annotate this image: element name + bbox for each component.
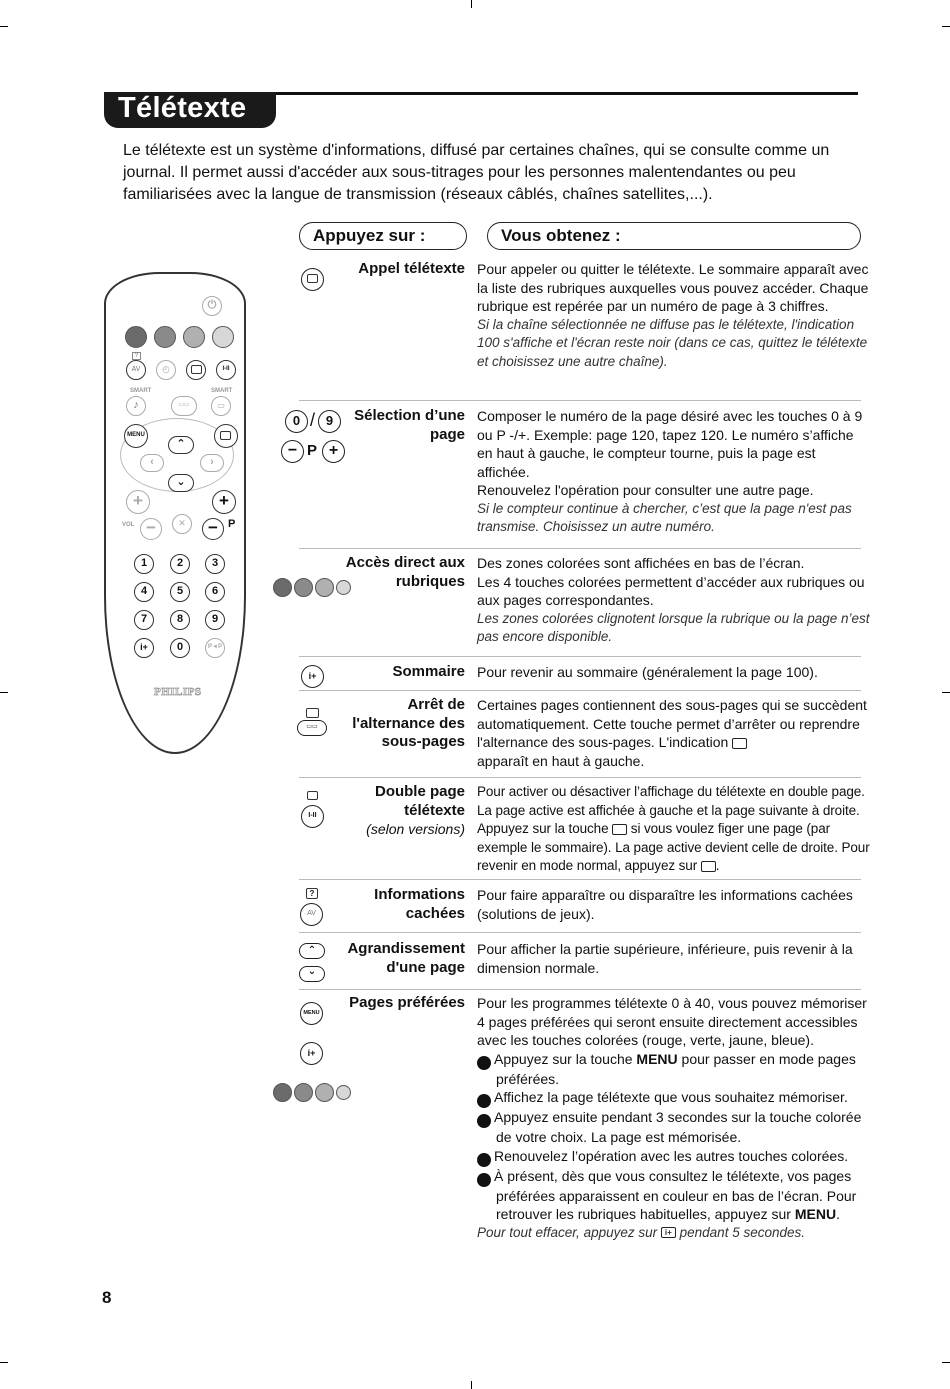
step-number: 1 xyxy=(477,1056,491,1070)
row-description xyxy=(477,260,870,371)
index-icon: i+ xyxy=(301,665,324,688)
freeze-icon xyxy=(612,824,627,835)
header-obtain: Vous obtenez : xyxy=(487,222,861,250)
av-key: AV xyxy=(126,360,146,380)
note-text: Pour tout effacer, appuyez sur xyxy=(477,1224,658,1240)
row-description xyxy=(477,663,870,682)
step-item xyxy=(471,1108,870,1147)
red-key xyxy=(125,326,147,348)
blue-key-icon xyxy=(336,1085,351,1100)
separator xyxy=(299,548,861,549)
p-plus-icon: + xyxy=(322,440,345,463)
header-press: Appuyez sur : xyxy=(299,222,467,250)
dual-page-icon: I-II xyxy=(301,805,324,828)
row-label: Accès direct aux rubriques xyxy=(345,554,465,590)
down-key: ⌄ xyxy=(168,474,194,492)
digit-nine-icon: 9 xyxy=(318,410,341,433)
red-key-icon xyxy=(273,578,292,597)
crop-mark xyxy=(471,0,472,8)
red-key-icon xyxy=(273,1083,292,1102)
down-arrow-icon: ⌄ xyxy=(299,966,325,982)
remote-control xyxy=(104,272,246,754)
row-description xyxy=(477,940,870,977)
step-number: 3 xyxy=(477,1114,491,1128)
row-description xyxy=(477,886,870,923)
up-key: ⌃ xyxy=(168,436,194,454)
crop-mark xyxy=(0,1362,8,1363)
menu-key: MENU xyxy=(124,424,148,448)
digit-key: 2 xyxy=(170,554,190,574)
teletext-key-2 xyxy=(214,424,238,448)
separator xyxy=(299,777,861,778)
label-sub: (selon versions) xyxy=(366,821,465,837)
digit-key: 8 xyxy=(170,610,190,630)
row-description: Pour activer ou désactiver l’affichage du télétexte en double page. La page active est affichée à gauche et la page suivante à droite. Appuyez sur la touche si vous voulez figer une page (par exemple le sommaire). La page active devient celle de droite. Pour revenir en mode normal, appuyez sur . xyxy=(477,784,870,873)
row-label xyxy=(339,783,465,839)
subpage-indicator-icon xyxy=(732,738,747,749)
desc-line: Renouvelez l'opération pour consulter une autre page. xyxy=(477,482,814,498)
index-key: i+ xyxy=(134,638,154,658)
note-text: pendant 5 secondes. xyxy=(679,1224,805,1240)
digit-key: 6 xyxy=(205,582,225,602)
crop-mark xyxy=(0,692,8,693)
desc-line: apparaît en haut à gauche. xyxy=(477,752,645,769)
digit-key: 4 xyxy=(134,582,154,602)
row-label: Agrandissement d'une page xyxy=(347,940,465,976)
vol-minus-key: − xyxy=(140,518,162,540)
vol-plus-key: + xyxy=(126,490,150,514)
separator xyxy=(299,656,861,657)
digit-key: 1 xyxy=(134,554,154,574)
row-label: Arrêt de l'alternance des sous-pages xyxy=(352,696,465,750)
step-text: pour passer en mode pages préférées. xyxy=(496,1050,856,1087)
smart-left-label: SMART xyxy=(130,388,152,394)
digit-key: 5 xyxy=(170,582,190,602)
desc-line: Pour appeler ou quitter le télétexte. Le sommaire apparaît avec la liste des rubriques auxquelles vous pouvez accéder. Chaque rubrique est repérée par un numéro de page à 3 chiffres. xyxy=(477,261,869,314)
desc-line: Pour faire apparaître ou disparaître les informations cachées (solutions de jeux). xyxy=(477,887,853,922)
crop-mark xyxy=(942,26,950,27)
digit-key: 0 xyxy=(170,638,190,658)
smart-sound-key: ♪ xyxy=(126,396,146,416)
desc-note xyxy=(477,1224,870,1243)
yellow-key-icon xyxy=(315,1083,334,1102)
digit-key: 7 xyxy=(134,610,154,630)
step-item xyxy=(471,1167,870,1224)
mute-icon: ✕ xyxy=(172,514,192,534)
p-minus-key: − xyxy=(202,518,224,540)
row-description xyxy=(471,994,870,1242)
step-text: . xyxy=(836,1206,840,1222)
desc-line: Les 4 touches colorées permettent d’accéder aux rubriques ou aux pages correspondantes. xyxy=(477,573,865,608)
desc-line: si vous voulez figer une page (par exemple le sommaire). La page active devient celle de droite. Pour revenir en mode normal, appuyez sur xyxy=(477,821,870,873)
question-icon: ? xyxy=(132,352,141,360)
crop-mark xyxy=(0,26,8,27)
step-item xyxy=(471,1050,870,1089)
right-key: › xyxy=(200,454,224,472)
step-text: Renouvelez l’opération avec les autres touches colorées. xyxy=(494,1147,849,1164)
desc-line: Pour afficher la partie supérieure, inférieure, puis revenir à la dimension normale. xyxy=(477,941,853,976)
desc-note: Si la chaîne sélectionnée ne diffuse pas le télétexte, l'indication 100 s'affiche et l'écran reste noir (dans ce cas, quittez le télétexte et choisissez une autre chaîne). xyxy=(477,316,868,369)
up-arrow-icon: ⌃ xyxy=(299,943,325,959)
label-text: Double page télétexte xyxy=(374,783,465,819)
desc-line: Des zones colorées sont affichées en bas de l’écran. xyxy=(477,555,805,571)
desc-line: Pour les programmes télétexte 0 à 40, vous pouvez mémoriser 4 pages préférées qui seront ensuite directement accessibles avec les touches colorées (rouge, verte, jaune, bleue). xyxy=(477,995,867,1048)
step-text: Appuyez ensuite pendant 3 secondes sur la touche colorée de votre choix. La page est mémorisée. xyxy=(494,1109,862,1145)
row-description xyxy=(477,696,870,770)
p-label: P xyxy=(228,518,236,530)
separator xyxy=(299,989,861,990)
step-item xyxy=(471,1088,870,1108)
desc-line: Pour activer ou désactiver l’affichage du télétexte en double page. La page active est affichée à gauche et la page suivante à droite. Appuyez sur la touche xyxy=(477,784,865,836)
separator xyxy=(299,879,861,880)
step-number: 4 xyxy=(477,1153,491,1167)
separator xyxy=(299,400,861,401)
vol-label: VOL xyxy=(122,522,135,528)
menu-icon: MENU xyxy=(300,1002,323,1025)
p-minus-icon: − xyxy=(281,440,304,463)
question-icon: ? xyxy=(306,888,318,899)
row-label: Informations cachées xyxy=(374,886,465,922)
row-description xyxy=(477,407,870,537)
row-label: Sommaire xyxy=(392,663,465,680)
step-item xyxy=(471,1147,870,1167)
desc-note: Si le compteur continue à chercher, c’est que la page n'est pas transmise. Choisissez un autre numéro. xyxy=(477,500,852,534)
step-number: 2 xyxy=(477,1094,491,1108)
index-small-icon: i+ xyxy=(661,1227,676,1238)
green-key xyxy=(154,326,176,348)
power-icon: ⏻ xyxy=(202,296,222,316)
step-text: Appuyez sur la touche xyxy=(494,1050,637,1067)
intro-paragraph: Le télétexte est un système d'informations, diffusé par certaines chaînes, qui se consulte comme un journal. Il permet aussi d'accéder aux sous-titrages pour les personnes malentendantes ou peu familiarisées avec la langue de transmission (réseaux câblés, chaînes satellites,...). xyxy=(123,142,830,203)
digit-zero-icon: 0 xyxy=(285,410,308,433)
page-number: 8 xyxy=(102,1288,112,1307)
hold-glyph-icon xyxy=(306,708,319,718)
desc-note: Les zones colorées clignotent lorsque la rubrique ou la page n’est pas encore disponible. xyxy=(477,610,870,644)
blue-key xyxy=(212,326,234,348)
yellow-key xyxy=(183,326,205,348)
teletext-small-icon xyxy=(701,861,716,872)
crop-mark xyxy=(942,692,950,693)
pp-key: P◄P xyxy=(205,638,225,658)
timer-key: ◴ xyxy=(156,360,176,380)
desc-line: Composer le numéro de la page désiré avec les touches 0 à 9 ou P -/+. Exemple: page 120, tapez 120. Le numéro s’affiche en haut à gauche, le compteur tourne, puis la page est affichée. xyxy=(477,408,863,480)
step-key: MENU xyxy=(636,1050,678,1067)
teletext-glyph-icon xyxy=(307,791,318,800)
row-label: Pages préférées xyxy=(349,994,465,1011)
desc-line: Pour revenir au sommaire (généralement la page 100). xyxy=(477,664,818,680)
dual-page-key: I-II xyxy=(216,360,236,380)
brand-logo: PHILIPS xyxy=(154,686,202,698)
row-label: Sélection d’une page xyxy=(354,407,465,443)
teletext-key xyxy=(186,360,206,380)
left-key: ‹ xyxy=(140,454,164,472)
page-title: Télétexte xyxy=(118,92,247,124)
title-rule xyxy=(268,92,858,95)
yellow-key-icon xyxy=(315,578,334,597)
step-text: Affichez la page télétexte que vous souhaitez mémoriser. xyxy=(494,1089,848,1105)
step-text: À présent, dès que vous consultez le télétexte, vos pages préférées apparaissent en couleur en bas de l’écran. Pour retrouver les rubriques habituelles, appuyez sur xyxy=(494,1167,857,1222)
smart-right-label: SMART xyxy=(211,388,233,394)
step-key: MENU xyxy=(794,1206,837,1222)
hold-key: ▭▭ xyxy=(171,396,197,416)
index-icon: i+ xyxy=(300,1042,323,1065)
desc-line: Certaines pages contiennent des sous-pages qui se succèdent automatiquement. Cette touche permet d’arrêter ou reprendre l'alternance des sous-pages. L'indication xyxy=(477,697,867,750)
p-glyph: P xyxy=(307,442,318,459)
separator xyxy=(299,932,861,933)
green-key-icon xyxy=(294,578,313,597)
smart-picture-key: ▭ xyxy=(211,396,231,416)
row-label: Appel télétexte xyxy=(358,260,465,277)
digit-key: 9 xyxy=(205,610,225,630)
av-icon: AV xyxy=(300,903,323,926)
separator xyxy=(299,690,861,691)
green-key-icon xyxy=(294,1083,313,1102)
p-plus-key: + xyxy=(212,490,236,514)
teletext-icon xyxy=(301,268,324,291)
digit-key: 3 xyxy=(205,554,225,574)
hold-icon: ▭▭ xyxy=(297,720,327,736)
row-description xyxy=(477,554,870,647)
crop-mark xyxy=(942,1362,950,1363)
slash-glyph: / xyxy=(310,410,316,430)
crop-mark xyxy=(471,1381,472,1389)
step-number: 5 xyxy=(477,1173,491,1187)
